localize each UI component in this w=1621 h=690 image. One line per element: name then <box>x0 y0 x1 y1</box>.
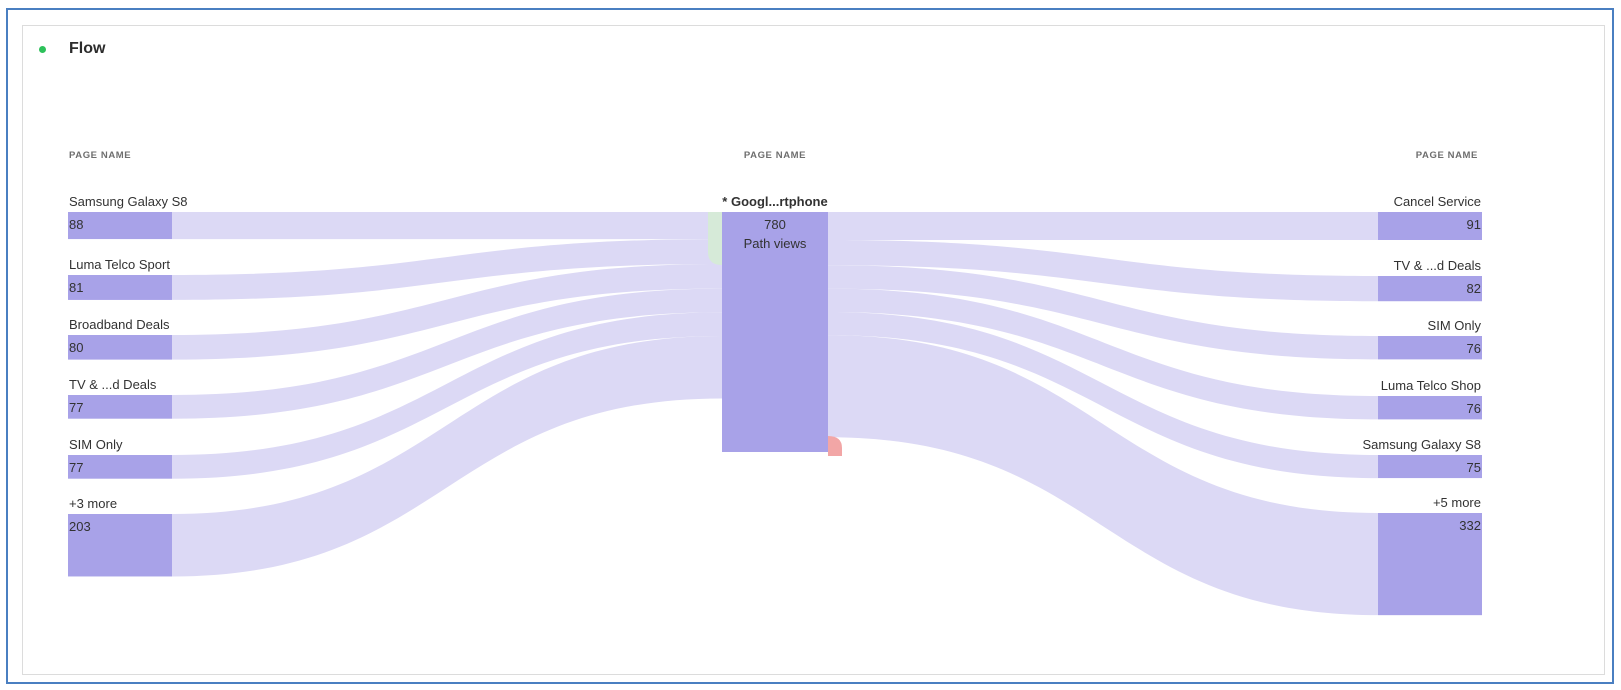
next-node-value: 76 <box>1466 341 1481 356</box>
next-node-value: 332 <box>1459 518 1481 533</box>
previous-node-label: Samsung Galaxy S8 <box>69 194 188 209</box>
column-header: PAGE NAME <box>743 150 807 161</box>
flow-link[interactable] <box>172 212 722 239</box>
next-node-label: Samsung Galaxy S8 <box>1362 437 1481 452</box>
flow-link[interactable] <box>828 212 1378 240</box>
previous-node-bar[interactable] <box>68 455 172 479</box>
previous-node-label: TV & ...d Deals <box>69 377 157 392</box>
previous-node-label: Luma Telco Sport <box>69 257 170 272</box>
next-node-label: +5 more <box>1432 495 1481 510</box>
previous-node-bar[interactable] <box>68 212 172 239</box>
exit-marker <box>828 436 842 456</box>
next-node-value: 91 <box>1466 217 1481 232</box>
next-node-label: TV & ...d Deals <box>1393 258 1481 273</box>
previous-node-label: SIM Only <box>69 437 123 452</box>
next-node-label: Cancel Service <box>1393 194 1481 209</box>
previous-node-value: 81 <box>69 280 84 295</box>
next-node-value: 76 <box>1466 401 1481 416</box>
previous-node-bar[interactable] <box>68 395 172 419</box>
next-node-value: 82 <box>1466 281 1481 296</box>
column-header: PAGE NAME <box>69 150 132 161</box>
previous-node-bar[interactable] <box>68 275 172 300</box>
previous-node-value: 77 <box>69 400 84 415</box>
column-header: PAGE NAME <box>1415 150 1478 161</box>
focus-node-label: * Googl...rtphone <box>722 194 828 209</box>
previous-node-bar[interactable] <box>68 335 172 360</box>
entry-marker <box>708 212 722 265</box>
previous-node-value: 77 <box>69 460 84 475</box>
previous-node-value: 88 <box>69 217 84 232</box>
previous-node-label: Broadband Deals <box>69 317 170 332</box>
previous-node-label: +3 more <box>69 496 118 511</box>
next-node-label: SIM Only <box>1427 318 1481 333</box>
previous-node-value: 80 <box>69 340 84 355</box>
next-node-value: 75 <box>1466 460 1481 475</box>
next-node-label: Luma Telco Shop <box>1380 378 1481 393</box>
focus-node-value: 780 <box>764 217 786 232</box>
focus-node-value-label: Path views <box>743 236 807 251</box>
panel-title: Flow <box>69 40 106 57</box>
previous-node-value: 203 <box>69 519 91 534</box>
flow-link[interactable] <box>828 335 1378 615</box>
